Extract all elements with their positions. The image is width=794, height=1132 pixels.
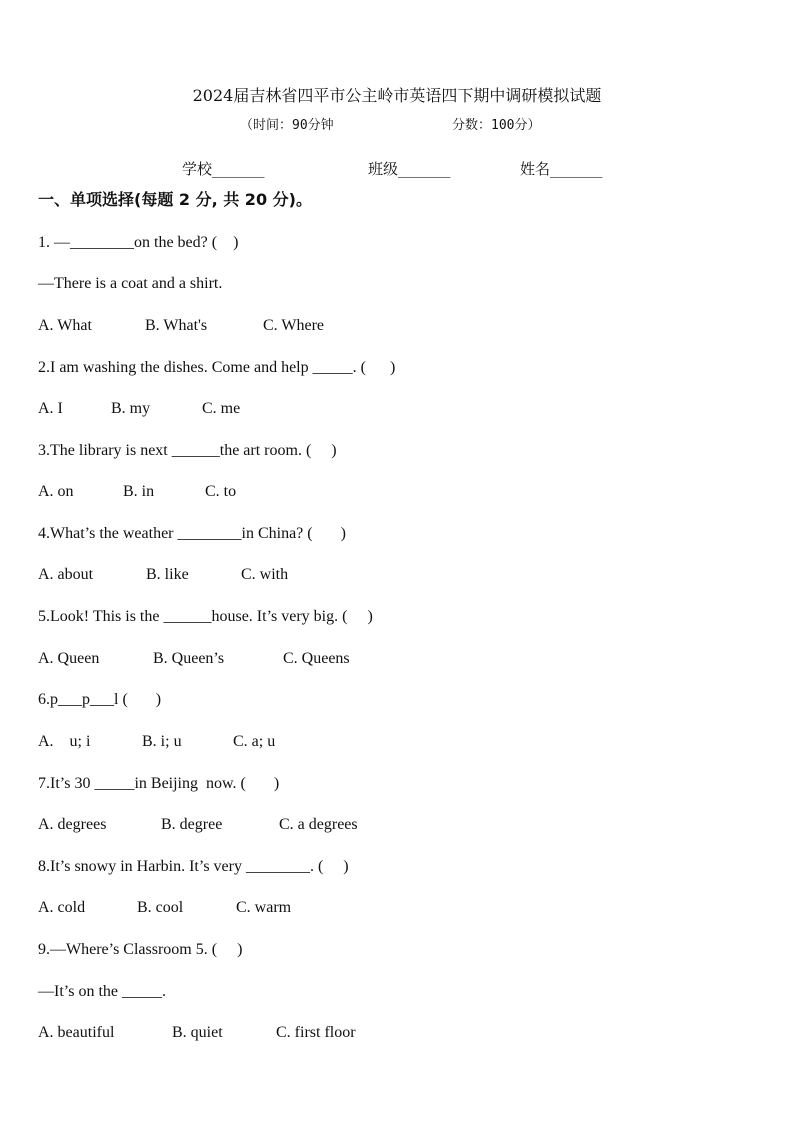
option-a[interactable]: A. about bbox=[38, 566, 94, 583]
option-c[interactable]: C. to bbox=[205, 483, 237, 500]
question-stem: 5.Look! This is the ______house. It’s very big. ( ) bbox=[38, 608, 373, 625]
option-c[interactable]: C. a; u bbox=[233, 733, 276, 750]
option-b[interactable]: B. my bbox=[111, 400, 151, 417]
exam-info bbox=[240, 117, 541, 135]
student-info-fields bbox=[0, 158, 794, 180]
option-a[interactable]: A. Queen bbox=[38, 650, 100, 667]
question-options bbox=[38, 648, 350, 670]
question-response: —There is a coat and a shirt. bbox=[38, 275, 223, 292]
option-c[interactable]: C. me bbox=[202, 400, 241, 417]
name-field[interactable]: 姓名_______ bbox=[520, 160, 603, 178]
option-a[interactable]: A. I bbox=[38, 400, 63, 417]
exam-score: 分数：100分） bbox=[452, 118, 541, 133]
question-response: —It’s on the _____. bbox=[38, 983, 166, 1000]
option-b[interactable]: B. degree bbox=[161, 816, 223, 833]
option-b[interactable]: B. Queen’s bbox=[153, 650, 225, 667]
option-c[interactable]: C. first floor bbox=[276, 1024, 356, 1041]
exam-title: 2024届吉林省四平市公主岭市英语四下期中调研模拟试题 bbox=[192, 86, 602, 105]
section-title: 一、单项选择(每题 2 分, 共 20 分)。 bbox=[38, 190, 312, 209]
option-c[interactable]: C. Where bbox=[263, 317, 325, 334]
question-stem: 3.The library is next ______the art room. ( ) bbox=[38, 442, 337, 459]
option-c[interactable]: C. Queens bbox=[283, 650, 350, 667]
option-c[interactable]: C. warm bbox=[236, 899, 292, 916]
question-stem: 8.It’s snowy in Harbin. It’s very ________. ( ) bbox=[38, 858, 349, 875]
question-options bbox=[38, 315, 325, 337]
option-a[interactable]: A. on bbox=[38, 483, 74, 500]
class-field[interactable]: 班级_______ bbox=[368, 160, 451, 178]
option-b[interactable]: B. like bbox=[146, 566, 189, 583]
question-stem: 2.I am washing the dishes. Come and help _____. ( ) bbox=[38, 359, 396, 376]
question-options bbox=[38, 814, 358, 836]
option-b[interactable]: B. in bbox=[123, 483, 155, 500]
question-options bbox=[38, 897, 292, 919]
option-a[interactable]: A. beautiful bbox=[38, 1024, 115, 1041]
option-a[interactable]: A. degrees bbox=[38, 816, 107, 833]
school-field[interactable]: 学校_______ bbox=[182, 160, 265, 178]
option-a[interactable]: A. u; i bbox=[38, 733, 91, 750]
question-options bbox=[38, 564, 289, 586]
question-stem: 9.—Where’s Classroom 5. ( ) bbox=[38, 941, 243, 958]
question-stem: 4.What’s the weather ________in China? ( ) bbox=[38, 525, 346, 542]
question-options bbox=[38, 398, 241, 420]
exam-time: （时间：90分钟 bbox=[240, 118, 334, 133]
option-b[interactable]: B. What's bbox=[145, 317, 208, 334]
question-options bbox=[38, 481, 237, 503]
option-b[interactable]: B. i; u bbox=[142, 733, 182, 750]
option-c[interactable]: C. with bbox=[241, 566, 289, 583]
option-a[interactable]: A. What bbox=[38, 317, 92, 334]
option-c[interactable]: C. a degrees bbox=[279, 816, 358, 833]
question-stem: 1. —________on the bed? ( ) bbox=[38, 234, 239, 251]
question-stem: 6.p___p___l ( ) bbox=[38, 691, 162, 708]
option-a[interactable]: A. cold bbox=[38, 899, 86, 916]
question-options bbox=[38, 1022, 356, 1044]
option-b[interactable]: B. cool bbox=[137, 899, 184, 916]
option-b[interactable]: B. quiet bbox=[172, 1024, 223, 1041]
question-stem: 7.It’s 30 _____in Beijing now. ( ) bbox=[38, 775, 280, 792]
question-options bbox=[38, 731, 276, 753]
